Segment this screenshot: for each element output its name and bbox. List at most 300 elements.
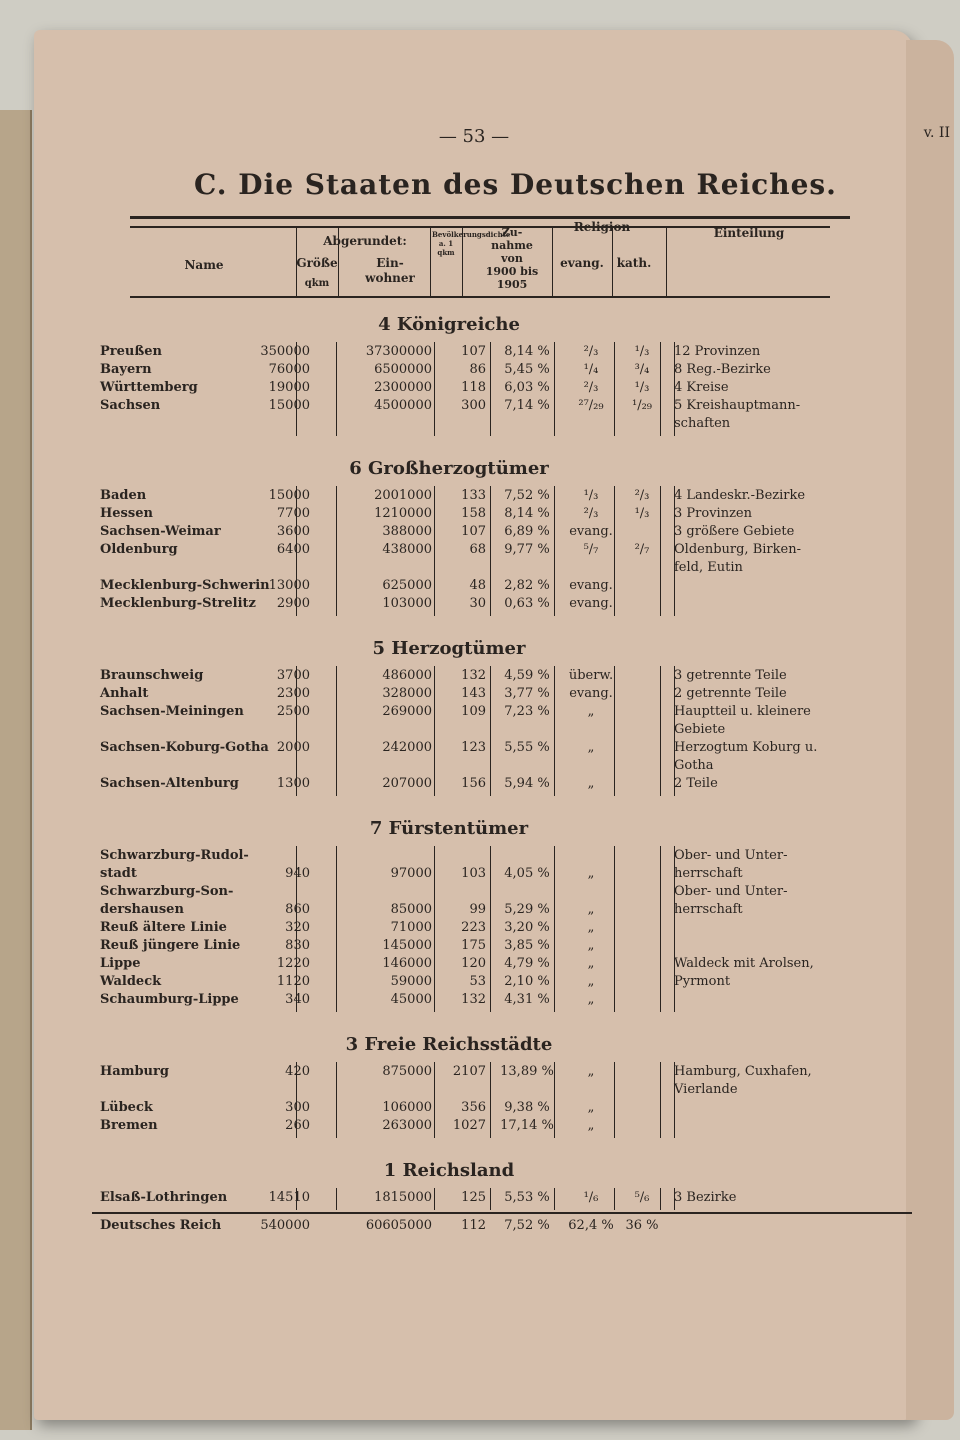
table-row xyxy=(34,938,914,956)
total-rule xyxy=(92,1212,912,1214)
table-row xyxy=(34,776,914,794)
cell-pop: 4500000 xyxy=(374,398,432,413)
cell-ev: ²⁷/₂₉ xyxy=(578,398,604,413)
cell-pop: 103000 xyxy=(382,596,432,611)
column-rule xyxy=(554,342,555,436)
cell-incr: 5,45 % xyxy=(504,362,550,377)
cell-eint: 3 getrennte Teile xyxy=(674,668,787,683)
header-column-rule xyxy=(462,228,463,296)
column-rule xyxy=(660,486,661,616)
cell-ev: evang. xyxy=(569,596,613,611)
cell-dens: 123 xyxy=(461,740,486,755)
cell-area: 830 xyxy=(285,938,310,953)
cell-incr: 8,14 % xyxy=(504,344,550,359)
column-rule xyxy=(614,846,615,1012)
cell-ev: ²/₃ xyxy=(583,344,599,359)
table-row xyxy=(34,884,914,902)
table-row xyxy=(34,362,914,380)
cell-name: Hessen xyxy=(100,506,153,521)
cell-dens: 109 xyxy=(461,704,486,719)
cell-pop: 263000 xyxy=(382,1118,432,1133)
column-rule xyxy=(336,666,337,796)
cell-dens: 158 xyxy=(461,506,486,521)
cell-ev: evang. xyxy=(569,686,613,701)
cell-area: 1120 xyxy=(276,974,310,989)
header-evang: evang. xyxy=(560,256,604,270)
column-rule xyxy=(336,846,337,1012)
column-rule xyxy=(614,666,615,796)
column-rule xyxy=(296,1188,297,1210)
cell-pop: 486000 xyxy=(382,668,432,683)
cell-ev: ²/₃ xyxy=(583,380,599,395)
cell-ev: ¹/₄ xyxy=(583,362,599,377)
cell-dens: 132 xyxy=(461,992,486,1007)
cell-area: 940 xyxy=(285,866,310,881)
page-number: — 53 — xyxy=(438,126,510,147)
cell-incr: 9,38 % xyxy=(504,1100,550,1115)
cell-dens: 132 xyxy=(461,668,486,683)
cell-ev: „ xyxy=(587,920,595,935)
cell-dens: 120 xyxy=(461,956,486,971)
cell-eint: 3 Bezirke xyxy=(674,1190,737,1205)
column-rule xyxy=(296,846,297,1012)
cell-ev: „ xyxy=(587,902,595,917)
cell-ev: „ xyxy=(587,938,595,953)
total-pop: 60605000 xyxy=(365,1218,432,1233)
cell-pop: 1210000 xyxy=(374,506,432,521)
cell-ev: „ xyxy=(587,1064,595,1079)
cell-dens: 118 xyxy=(461,380,486,395)
cell-name: Lübeck xyxy=(100,1100,153,1115)
cell-pop: 97000 xyxy=(390,866,432,881)
column-rule xyxy=(614,342,615,436)
cell-dens: 223 xyxy=(461,920,486,935)
cell-pop: 71000 xyxy=(390,920,432,935)
cell-name: Sachsen xyxy=(100,398,161,413)
column-rule xyxy=(336,1062,337,1138)
table-row xyxy=(34,902,914,920)
header-column-rule xyxy=(666,228,667,296)
cell-dens: 107 xyxy=(461,344,486,359)
cell-dens: 133 xyxy=(461,488,486,503)
cell-incr: 8,14 % xyxy=(504,506,550,521)
cell-dens: 156 xyxy=(461,776,486,791)
header-dichte: Bevölkerungsdichte a. 1 qkm xyxy=(432,230,511,257)
header-name: Name xyxy=(184,258,224,272)
cell-area: 2000 xyxy=(276,740,310,755)
cell-ev: „ xyxy=(587,992,595,1007)
cell-name: Schwarzburg-Son- xyxy=(100,884,234,899)
cell-incr: 7,23 % xyxy=(504,704,550,719)
cell-pop: 438000 xyxy=(382,542,432,557)
column-rule xyxy=(336,1188,337,1210)
edge-text-fragment: v. II xyxy=(923,125,950,141)
cell-dens: 175 xyxy=(461,938,486,953)
cell-name: stadt xyxy=(100,866,137,881)
column-rule xyxy=(614,1188,615,1210)
cell-pop: 2001000 xyxy=(374,488,432,503)
column-rule xyxy=(554,666,555,796)
cell-area: 1300 xyxy=(276,776,310,791)
cell-area: 7700 xyxy=(276,506,310,521)
cell-dens: 300 xyxy=(461,398,486,413)
section-title: 5 Herzogtümer xyxy=(372,638,526,659)
cell-name: Preußen xyxy=(100,344,162,359)
cell-dens: 68 xyxy=(469,542,486,557)
table-row xyxy=(34,668,914,686)
cell-dens: 99 xyxy=(469,902,486,917)
total-incr: 7,52 % xyxy=(504,1218,550,1233)
cell-area: 320 xyxy=(285,920,310,935)
table-row xyxy=(34,758,914,776)
column-rule xyxy=(296,342,297,436)
cell-kath: ¹/₃ xyxy=(634,380,650,395)
table-row xyxy=(34,416,914,434)
cell-incr: 13,89 % xyxy=(500,1064,554,1079)
cell-eint: herrschaft xyxy=(674,866,743,881)
cell-area: 14510 xyxy=(268,1190,310,1205)
cell-incr: 5,94 % xyxy=(504,776,550,791)
cell-area: 2500 xyxy=(276,704,310,719)
cell-ev: „ xyxy=(587,1118,595,1133)
cell-kath: ²/₇ xyxy=(634,542,650,557)
cell-incr: 17,14 % xyxy=(500,1118,554,1133)
cell-name: Bremen xyxy=(100,1118,158,1133)
cell-name: Braunschweig xyxy=(100,668,204,683)
header-column-rule xyxy=(338,228,339,296)
cell-name: Bayern xyxy=(100,362,152,377)
cell-pop: 6500000 xyxy=(374,362,432,377)
header-einwohner: Ein- wohner xyxy=(365,256,415,285)
column-rule xyxy=(674,486,675,616)
title-rule xyxy=(130,216,850,219)
cell-pop: 146000 xyxy=(382,956,432,971)
cell-incr: 4,31 % xyxy=(504,992,550,1007)
column-rule xyxy=(434,486,435,616)
column-rule xyxy=(336,486,337,616)
table-row xyxy=(34,686,914,704)
header-column-rule xyxy=(552,228,553,296)
cell-incr: 2,82 % xyxy=(504,578,550,593)
column-rule xyxy=(296,1062,297,1138)
adjacent-page-edge xyxy=(0,110,32,1430)
column-rule xyxy=(554,1188,555,1210)
cell-area: 15000 xyxy=(268,488,310,503)
column-rule xyxy=(614,1062,615,1138)
cell-incr: 9,77 % xyxy=(504,542,550,557)
header-religion: Religion xyxy=(573,220,631,234)
column-rule xyxy=(660,342,661,436)
column-rule xyxy=(660,666,661,796)
cell-incr: 7,52 % xyxy=(504,488,550,503)
table-row xyxy=(34,542,914,560)
cell-area: 3700 xyxy=(276,668,310,683)
total-name: Deutsches Reich xyxy=(100,1218,222,1233)
cell-dens: 86 xyxy=(469,362,486,377)
cell-pop: 875000 xyxy=(382,1064,432,1079)
cell-area: 3600 xyxy=(276,524,310,539)
cell-pop: 85000 xyxy=(390,902,432,917)
cell-area: 13000 xyxy=(268,578,310,593)
column-rule xyxy=(674,1188,675,1210)
cell-pop: 37300000 xyxy=(365,344,432,359)
cell-name: Oldenburg xyxy=(100,542,178,557)
cell-area: 350000 xyxy=(260,344,310,359)
column-rule xyxy=(660,1062,661,1138)
cell-incr: 3,77 % xyxy=(504,686,550,701)
cell-name: Elsaß-Lothringen xyxy=(100,1190,228,1205)
cell-ev: „ xyxy=(587,866,595,881)
section-title: 1 Reichsland xyxy=(383,1160,515,1181)
cell-dens: 107 xyxy=(461,524,486,539)
cell-ev: überw. xyxy=(568,668,614,683)
column-rule xyxy=(660,1188,661,1210)
cell-eint: Pyrmont xyxy=(674,974,731,989)
table-row xyxy=(34,578,914,596)
cell-eint: 5 Kreishauptmann- xyxy=(674,398,801,413)
table-row xyxy=(34,722,914,740)
table-row xyxy=(34,524,914,542)
cell-eint: 3 Provinzen xyxy=(674,506,752,521)
book-page xyxy=(34,30,950,1420)
cell-eint: 2 getrennte Teile xyxy=(674,686,787,701)
column-rule xyxy=(296,666,297,796)
table-row xyxy=(34,1118,914,1136)
table-row xyxy=(34,704,914,722)
cell-name: Mecklenburg-Schwerin xyxy=(100,578,270,593)
cell-eint: Ober- und Unter- xyxy=(674,884,788,899)
cell-pop: 625000 xyxy=(382,578,432,593)
cell-eint: Hamburg, Cuxhafen, xyxy=(674,1064,812,1079)
cell-eint: 8 Reg.-Bezirke xyxy=(674,362,771,377)
cell-eint: 4 Kreise xyxy=(674,380,729,395)
cell-pop: 2300000 xyxy=(374,380,432,395)
cell-ev: ²/₃ xyxy=(583,506,599,521)
cell-incr: 6,03 % xyxy=(504,380,550,395)
cell-pop: 1815000 xyxy=(374,1190,432,1205)
cell-ev: ¹/₆ xyxy=(583,1190,599,1205)
cell-eint: 4 Landeskr.-Bezirke xyxy=(674,488,806,503)
column-rule xyxy=(554,486,555,616)
cell-ev: „ xyxy=(587,740,595,755)
header-column-rule xyxy=(612,228,613,296)
cell-area: 300 xyxy=(285,1100,310,1115)
cell-eint: 2 Teile xyxy=(674,776,718,791)
table-row xyxy=(34,596,914,614)
cell-name: Waldeck xyxy=(100,974,162,989)
cell-dens: 30 xyxy=(469,596,486,611)
cell-name: Württemberg xyxy=(100,380,198,395)
table-row xyxy=(34,974,914,992)
cell-eint: Oldenburg, Birken- xyxy=(674,542,801,557)
header-zunahme: Zu- nahme von 1900 bis 1905 xyxy=(485,226,539,291)
total-ev: 62,4 % xyxy=(568,1218,614,1233)
cell-pop: 269000 xyxy=(382,704,432,719)
column-rule xyxy=(434,1062,435,1138)
table-row xyxy=(34,848,914,866)
header-groesse: Größe xyxy=(296,256,338,270)
cell-name: Baden xyxy=(100,488,147,503)
table-row xyxy=(34,398,914,416)
column-rule xyxy=(554,1062,555,1138)
total-area: 540000 xyxy=(260,1218,310,1233)
cell-ev: ¹/₃ xyxy=(583,488,599,503)
cell-dens: 48 xyxy=(469,578,486,593)
cell-incr: 4,79 % xyxy=(504,956,550,971)
column-rule xyxy=(674,1062,675,1138)
table-row xyxy=(34,560,914,578)
table-row xyxy=(34,992,914,1010)
column-rule xyxy=(434,666,435,796)
column-rule xyxy=(674,342,675,436)
column-rule xyxy=(434,342,435,436)
cell-incr: 4,59 % xyxy=(504,668,550,683)
header-einteilung: Einteilung xyxy=(713,226,785,240)
cell-area: 2900 xyxy=(276,596,310,611)
cell-eint: Herzogtum Koburg u. xyxy=(674,740,818,755)
cell-name: Mecklenburg-Strelitz xyxy=(100,596,256,611)
cell-area: 76000 xyxy=(268,362,310,377)
table-row xyxy=(34,380,914,398)
cell-pop: 145000 xyxy=(382,938,432,953)
cell-area: 1220 xyxy=(276,956,310,971)
column-rule xyxy=(490,1062,491,1138)
cell-name: Anhalt xyxy=(100,686,149,701)
table-row xyxy=(34,740,914,758)
cell-incr: 4,05 % xyxy=(504,866,550,881)
header-column-rule xyxy=(430,228,431,296)
cell-incr: 5,29 % xyxy=(504,902,550,917)
cell-name: Sachsen-Altenburg xyxy=(100,776,239,791)
table-row xyxy=(34,866,914,884)
header-column-rule xyxy=(296,228,297,296)
cell-dens: 53 xyxy=(469,974,486,989)
cell-incr: 2,10 % xyxy=(504,974,550,989)
cell-name: Lippe xyxy=(100,956,141,971)
column-rule xyxy=(490,486,491,616)
column-rule xyxy=(490,342,491,436)
cell-dens: 125 xyxy=(461,1190,486,1205)
table-row xyxy=(34,488,914,506)
column-rule xyxy=(296,486,297,616)
column-rule xyxy=(674,666,675,796)
cell-area: 19000 xyxy=(268,380,310,395)
column-rule xyxy=(614,486,615,616)
cell-ev: evang. xyxy=(569,524,613,539)
header-bottom-rule xyxy=(130,296,830,298)
cell-kath: ¹/₃ xyxy=(634,506,650,521)
cell-dens: 103 xyxy=(461,866,486,881)
header-kath: kath. xyxy=(616,256,652,270)
cell-incr: 5,53 % xyxy=(504,1190,550,1205)
cell-eint: schaften xyxy=(674,416,731,431)
cell-pop: 207000 xyxy=(382,776,432,791)
cell-name: Sachsen-Koburg-Gotha xyxy=(100,740,269,755)
total-dens: 112 xyxy=(461,1218,486,1233)
cell-name: Reuß jüngere Linie xyxy=(100,938,241,953)
cell-incr: 7,14 % xyxy=(504,398,550,413)
cell-eint: Vierlande xyxy=(674,1082,738,1097)
cell-area: 15000 xyxy=(268,398,310,413)
cell-name: Hamburg xyxy=(100,1064,169,1079)
cell-eint: Gotha xyxy=(674,758,714,773)
cell-kath: ¹/₂₉ xyxy=(631,398,652,413)
cell-ev: evang. xyxy=(569,578,613,593)
column-rule xyxy=(434,1188,435,1210)
cell-incr: 6,89 % xyxy=(504,524,550,539)
column-rule xyxy=(660,846,661,1012)
table-row xyxy=(34,1100,914,1118)
cell-dens: 1027 xyxy=(452,1118,486,1133)
total-row xyxy=(34,1218,914,1236)
column-rule xyxy=(490,1188,491,1210)
cell-dens: 356 xyxy=(461,1100,486,1115)
cell-area: 420 xyxy=(285,1064,310,1079)
table-row xyxy=(34,506,914,524)
cell-ev: „ xyxy=(587,956,595,971)
cell-eint: 3 größere Gebiete xyxy=(674,524,795,539)
cell-name: Schaumburg-Lippe xyxy=(100,992,239,1007)
cell-eint: Ober- und Unter- xyxy=(674,848,788,863)
table-row xyxy=(34,1082,914,1100)
column-rule xyxy=(336,342,337,436)
cell-eint: Waldeck mit Arolsen, xyxy=(674,956,814,971)
cell-name: Schwarzburg-Rudol- xyxy=(100,848,249,863)
cell-name: Reuß ältere Linie xyxy=(100,920,227,935)
total-kath: 36 % xyxy=(625,1218,659,1233)
cell-pop: 59000 xyxy=(390,974,432,989)
cell-kath: ⁵/₆ xyxy=(634,1190,650,1205)
cell-pop: 328000 xyxy=(382,686,432,701)
section-title: 7 Fürstentümer xyxy=(369,818,529,839)
cell-name: dershausen xyxy=(100,902,184,917)
cell-dens: 2107 xyxy=(452,1064,486,1079)
cell-pop: 45000 xyxy=(390,992,432,1007)
cell-incr: 3,20 % xyxy=(504,920,550,935)
cell-kath: ¹/₃ xyxy=(634,344,650,359)
cell-dens: 143 xyxy=(461,686,486,701)
cell-area: 6400 xyxy=(276,542,310,557)
cell-name: Sachsen-Weimar xyxy=(100,524,221,539)
cell-ev: „ xyxy=(587,704,595,719)
cell-area: 260 xyxy=(285,1118,310,1133)
cell-area: 860 xyxy=(285,902,310,917)
cell-incr: 3,85 % xyxy=(504,938,550,953)
page-title: C. Die Staaten des Deutschen Reiches. xyxy=(194,168,837,201)
cell-incr: 5,55 % xyxy=(504,740,550,755)
cell-ev: ⁵/₇ xyxy=(583,542,599,557)
cell-pop: 242000 xyxy=(382,740,432,755)
table-row xyxy=(34,1190,914,1208)
cell-eint: 12 Provinzen xyxy=(674,344,761,359)
header-groesse-unit: qkm xyxy=(304,278,330,289)
table-row xyxy=(34,920,914,938)
section-title: 3 Freie Reichsstädte xyxy=(345,1034,553,1055)
table-row xyxy=(34,956,914,974)
table-row xyxy=(34,344,914,362)
cell-eint: feld, Eutin xyxy=(674,560,743,575)
cell-pop: 388000 xyxy=(382,524,432,539)
section-title: 4 Königreiche xyxy=(378,314,520,335)
cell-name: Sachsen-Meiningen xyxy=(100,704,244,719)
cell-kath: ²/₃ xyxy=(634,488,650,503)
cell-ev: „ xyxy=(587,974,595,989)
cell-eint: Hauptteil u. kleinere xyxy=(674,704,811,719)
column-rule xyxy=(674,846,675,1012)
cell-ev: „ xyxy=(587,776,595,791)
column-rule xyxy=(490,666,491,796)
cell-ev: „ xyxy=(587,1100,595,1115)
